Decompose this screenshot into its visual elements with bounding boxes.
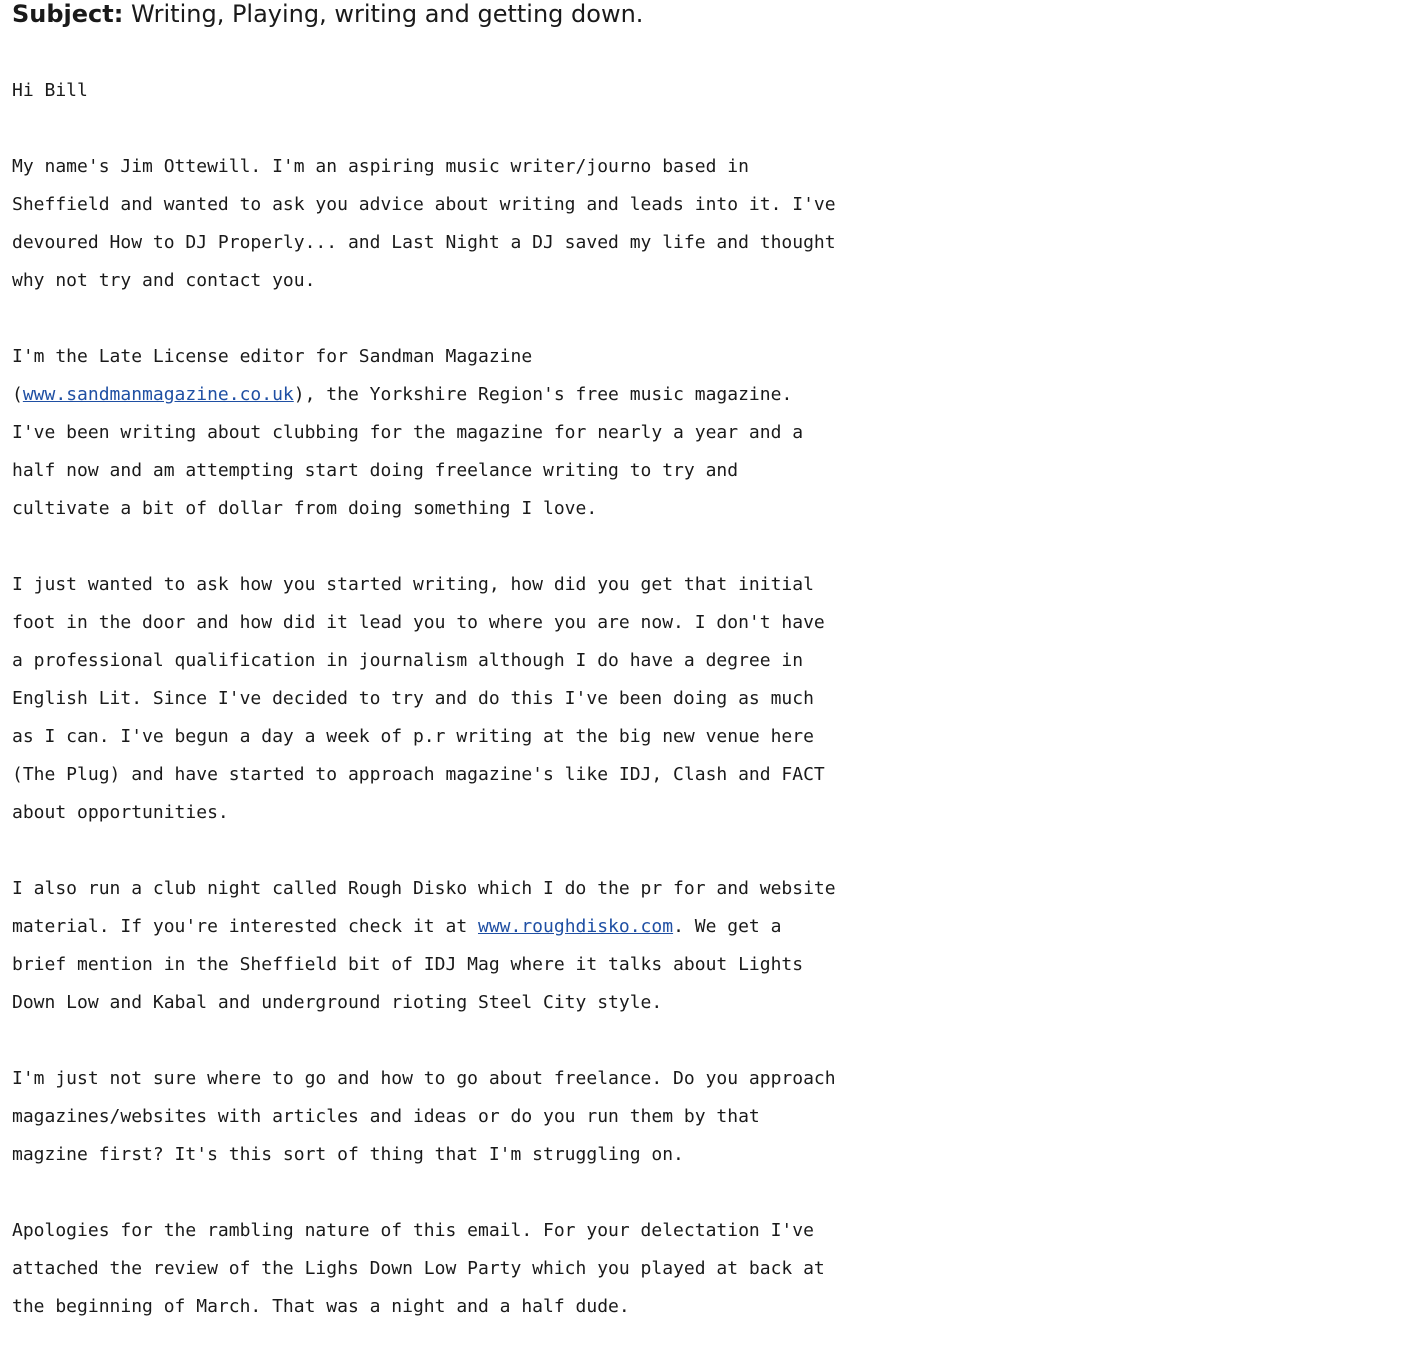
body-line: Down Low and Kabal and underground rioting Steel City style. [12, 992, 663, 1013]
body-line: I'm the Late License editor for Sandman Magazine [12, 346, 533, 367]
body-line: magzine first? It's this sort of thing that I'm struggling on. [12, 1144, 684, 1165]
body-line: cultivate a bit of dollar from doing something I love. [12, 498, 598, 519]
greeting: Hi Bill [12, 80, 88, 101]
sandman-magazine-link[interactable]: www.sandmanmagazine.co.uk [22, 384, 294, 405]
email-body [12, 72, 1392, 1326]
paragraph-apologies [12, 1212, 1392, 1326]
body-line [12, 376, 1392, 414]
body-line: I just wanted to ask how you started writing, how did you get that initial [12, 574, 814, 595]
body-line: (The Plug) and have started to approach magazine's like IDJ, Clash and FACT [12, 764, 825, 785]
body-line: devoured How to DJ Properly... and Last Night a DJ saved my life and thought [12, 232, 836, 253]
body-line: Apologies for the rambling nature of this email. For your delectation I've [12, 1220, 814, 1241]
body-line: I'm just not sure where to go and how to go about freelance. Do you approach [12, 1068, 836, 1089]
body-line [12, 908, 1392, 946]
paragraph-freelance [12, 1060, 1392, 1174]
rough-disko-link[interactable]: www.roughdisko.com [478, 916, 674, 937]
paragraph-club-night [12, 870, 1392, 1022]
body-text: ), the Yorkshire Region's free music magazine. [293, 384, 793, 405]
body-line: as I can. I've begun a day a week of p.r writing at the big new venue here [12, 726, 814, 747]
email-message [12, 0, 1392, 1364]
email-subject [12, 0, 1392, 28]
body-line: magazines/websites with articles and ideas or do you run them by that [12, 1106, 760, 1127]
body-line: a professional qualification in journalism although I do have a degree in [12, 650, 804, 671]
body-line: brief mention in the Sheffield bit of IDJ Mag where it talks about Lights [12, 954, 804, 975]
subject-text: Writing, Playing, writing and getting down. [123, 0, 644, 28]
body-line: the beginning of March. That was a night and a half dude. [12, 1296, 630, 1317]
body-line: about opportunities. [12, 802, 229, 823]
body-text: material. If you're interested check it at [12, 916, 478, 937]
body-line: Sheffield and wanted to ask you advice about writing and leads into it. I've [12, 194, 836, 215]
subject-label: Subject: [12, 0, 124, 28]
paragraph-sandman [12, 338, 1392, 528]
body-line: half now and am attempting start doing freelance writing to try and [12, 460, 739, 481]
body-line: why not try and contact you. [12, 270, 316, 291]
body-line: English Lit. Since I've decided to try and do this I've been doing as much [12, 688, 814, 709]
body-line: attached the review of the Lighs Down Low Party which you played at back at [12, 1258, 825, 1279]
paragraph-intro [12, 148, 1392, 300]
body-line: My name's Jim Ottewill. I'm an aspiring music writer/journo based in [12, 156, 749, 177]
body-text: . We get a [673, 916, 782, 937]
body-line: I've been writing about clubbing for the magazine for nearly a year and a [12, 422, 804, 443]
body-line: I also run a club night called Rough Disko which I do the pr for and website [12, 878, 836, 899]
paragraph-question [12, 566, 1392, 832]
body-line: foot in the door and how did it lead you to where you are now. I don't have [12, 612, 825, 633]
body-text: ( [12, 384, 23, 405]
